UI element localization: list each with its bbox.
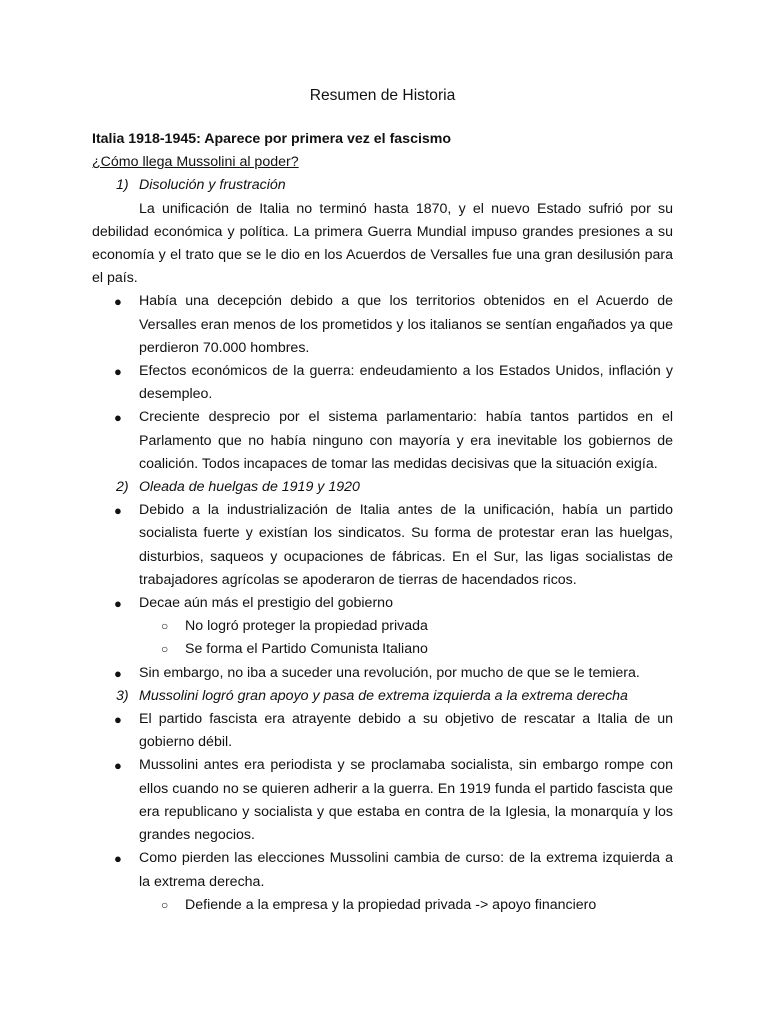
item-number: 2) xyxy=(116,479,129,496)
numbered-item-1 xyxy=(92,174,673,197)
sub-bullet-text: Se forma el Partido Comunista Italiano xyxy=(185,641,428,658)
item-number: 3) xyxy=(116,687,129,704)
bullet-item xyxy=(92,754,673,847)
bullet-item xyxy=(92,592,673,615)
item-title: Mussolini logró gran apoyo y pasa de extrema izquierda a la extrema derecha xyxy=(139,687,628,704)
sub-bullet-item xyxy=(92,615,673,638)
hollow-bullet-icon: ○ xyxy=(161,642,169,657)
bullet-text: Efectos económicos de la guerra: endeudamiento a los Estados Unidos, inflación y desempleo. xyxy=(139,363,673,403)
bullet-icon: ● xyxy=(114,851,122,867)
paragraph: La unificación de Italia no terminó hasta 1870, y el nuevo Estado sufrió por su debilidad económica y política. La primera Guerra Mundial impuso grandes presiones a su economía y el trato que se le dio en los Acuerdos de Versalles fue una gran desilusión para el país. xyxy=(92,200,673,287)
sub-bullet-item xyxy=(92,894,673,917)
bullet-icon: ● xyxy=(114,364,122,380)
bullet-text: Decae aún más el prestigio del gobierno xyxy=(139,595,393,612)
section-heading: Italia 1918-1945: Aparece por primera vez el fascismo xyxy=(92,131,452,147)
document-title: Resumen de Historia xyxy=(309,87,456,104)
bullet-item xyxy=(92,406,673,476)
bullet-icon: ● xyxy=(114,665,122,681)
sub-bullet-item xyxy=(92,638,673,661)
bullet-item xyxy=(92,499,673,592)
hollow-bullet-icon: ○ xyxy=(161,619,169,634)
bullet-text: El partido fascista era atrayente debido a su objetivo de rescatar a Italia de un gobierno débil. xyxy=(139,711,673,751)
bullet-text: Debido a la industrialización de Italia antes de la unificación, había un partido socialista fuerte y existían los sindicatos. Su forma de protestar eran las huelgas, disturbios, saqueos y ocupaciones de fábricas. En el Sur, las ligas socialistas de trabajadores agrícolas se apoderaron de tierras de hacendados ricos. xyxy=(139,502,673,588)
item-title: Disolución y frustración xyxy=(139,177,286,194)
bullet-item xyxy=(92,708,673,754)
bullet-text: Sin embargo, no iba a suceder una revolución, por mucho de que se le temiera. xyxy=(139,664,640,681)
sub-bullet-text: No logró proteger la propiedad privada xyxy=(185,618,428,635)
bullet-icon: ● xyxy=(114,294,122,310)
document-page xyxy=(92,86,673,917)
numbered-item-2 xyxy=(92,476,673,499)
bullet-item xyxy=(92,360,673,406)
guiding-question: ¿Cómo llega Mussolini al poder? xyxy=(92,154,299,171)
bullet-item xyxy=(92,847,673,893)
bullet-item xyxy=(92,662,673,685)
bullet-icon: ● xyxy=(114,410,122,426)
bullet-icon: ● xyxy=(114,758,122,774)
bullet-text: Mussolini antes era periodista y se proclamaba socialista, sin embargo rompe con ellos cuando no se quieren adherir a la guerra. En 1919 funda el partido fascista que era republicano y socialista y que estaba en contra de la Iglesia, la monarquía y los grandes negocios. xyxy=(139,757,673,844)
bullet-item xyxy=(92,290,673,360)
bullet-icon: ● xyxy=(114,596,122,612)
bullet-icon: ● xyxy=(114,712,122,728)
bullet-icon: ● xyxy=(114,503,122,519)
bullet-text: Creciente desprecio por el sistema parlamentario: había tantos partidos en el Parlamento que no había ninguno con mayoría y era inevitable los gobiernos de coalición. Todos incapaces de tomar las medidas decisivas que la situación exigía. xyxy=(139,409,673,472)
item-number: 1) xyxy=(116,177,129,194)
sub-bullet-text: Defiende a la empresa y la propiedad privada -> apoyo financiero xyxy=(185,896,597,913)
bullet-text: Había una decepción debido a que los territorios obtenidos en el Acuerdo de Versalles eran menos de los prometidos y los italianos se sentían engañados ya que perdieron 70.000 hombres. xyxy=(139,293,673,356)
bullet-text: Como pierden las elecciones Mussolini cambia de curso: de la extrema izquierda a la extrema derecha. xyxy=(139,850,673,890)
item-title: Oleada de huelgas de 1919 y 1920 xyxy=(139,479,360,496)
numbered-item-3 xyxy=(92,685,673,708)
hollow-bullet-icon: ○ xyxy=(161,897,169,912)
